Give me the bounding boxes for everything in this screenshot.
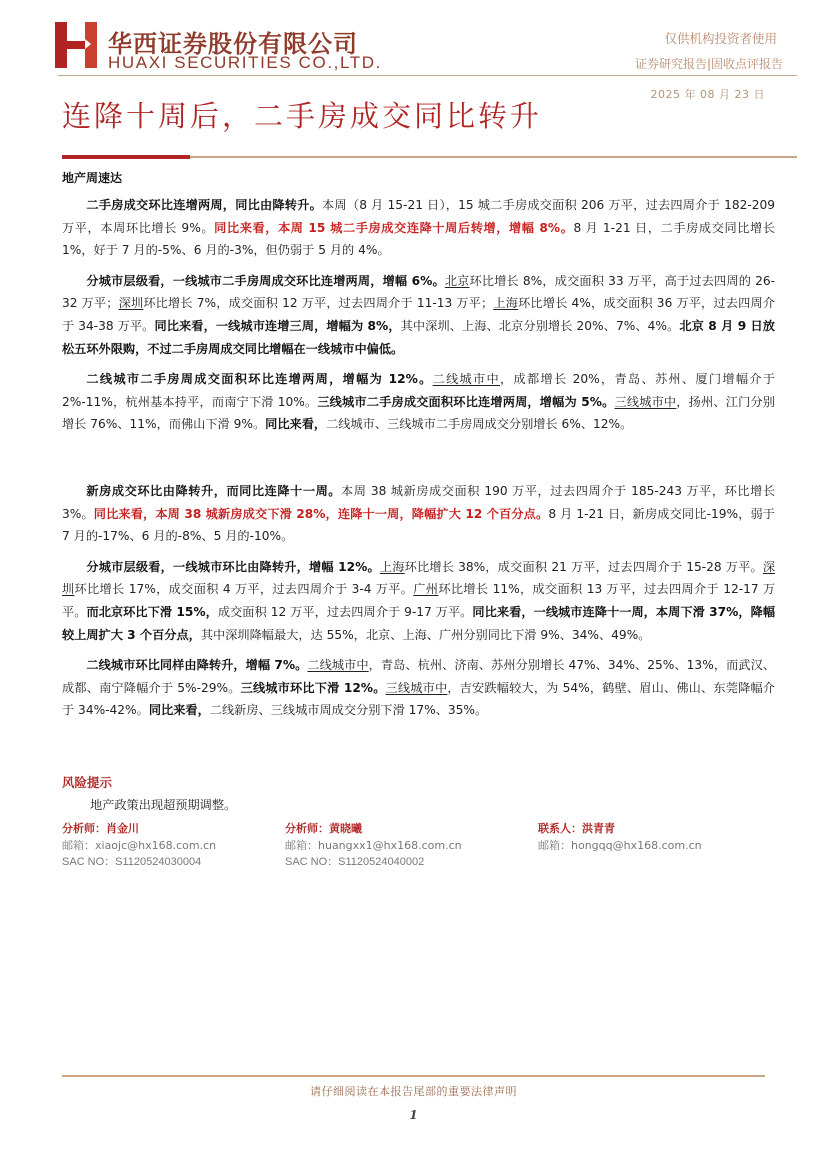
page-number: 1 — [409, 1108, 418, 1122]
text-run: ，扬州、江门分别增长 76%、11%，而佛山下滑 9%。 — [62, 394, 775, 432]
bold-run: 同比来看，一线城市连降十一周，本周下滑 37%，降幅较上周扩大 3 个百分点， — [62, 604, 776, 642]
paragraph — [62, 368, 775, 436]
city-tier-link: 二线城市中 — [432, 372, 501, 387]
bold-run: 二线城市环比同样由降转升，增幅 7%。 — [86, 658, 308, 673]
city-tier-link: 上海 — [379, 559, 405, 574]
city-tier-link: 三线城市中 — [614, 394, 677, 409]
huaxi-logo-icon — [55, 22, 97, 68]
text-run: 成交面积 12 万平，过去四周介于 9-17 万平。 — [217, 604, 473, 619]
text-run: 二线城市、三线城市二手房周成交分别增长 6%、12%。 — [326, 417, 633, 432]
bold-run: 同比来看， — [148, 703, 210, 718]
text-run: 本周 38 城新房成交面积 190 万平，过去四周介于 185-243 万平，环比增长 3%。 — [62, 483, 776, 521]
restriction-note: 仅供机构投资者使用 — [664, 31, 777, 46]
analyst-block — [62, 820, 216, 871]
paragraph — [62, 270, 775, 360]
company-name-en: HUAXI SECURITIES CO.,LTD. — [108, 53, 382, 72]
analyst-block — [285, 820, 462, 871]
bold-run: 分城市层级看，一线城市环比由降转升，增幅 12%。 — [86, 559, 380, 574]
bold-run: 新房成交环比由降转升，而同比连降十一周。 — [86, 483, 342, 498]
text-run: 其中深圳、上海、北京分别增长 20%、7%、4%。 — [400, 318, 680, 333]
report-type: 证券研究报告|固收点评报告 — [634, 57, 783, 71]
analyst-name: 分析师：肖金川 — [62, 822, 139, 835]
paragraph — [62, 194, 775, 262]
text-run: 二线新房、三线城市周成交分别下滑 17%、35%。 — [209, 703, 488, 718]
city-tier-link: 广州 — [413, 582, 439, 597]
bold-run: 而北京环比下滑 15%， — [86, 604, 218, 619]
text-run: ，吉安跌幅较大，为 54%，鹤壁、眉山、佛山、东莞降幅介于 34%-42%。 — [62, 680, 775, 718]
risk-heading: 风险提示 — [62, 775, 113, 790]
city-tier-link: 深圳 — [62, 559, 776, 597]
highlight-run: 同比来看，本周 15 城二手房成交连降十周后转增，增幅 8%。 — [214, 220, 574, 235]
city-tier-link: 二线城市中 — [307, 658, 369, 673]
text-run: 8 月 1-21 日，二手房成交同比增长 1%，好于 7 月的-5%、6 月的-3%，但仍弱于 5 月的 4%。 — [62, 220, 775, 258]
bold-run: 同比来看， — [265, 417, 327, 432]
paragraph — [62, 480, 775, 548]
city-tier-link: 北京 — [444, 273, 470, 288]
city-tier-link: 上海 — [493, 296, 519, 311]
contact-email[interactable]: 邮箱：hongqq@hx168.com.cn — [538, 839, 702, 852]
city-tier-link: 三线城市中 — [385, 680, 448, 695]
header-divider — [58, 75, 797, 76]
paragraph — [62, 556, 775, 646]
report-title: 连降十周后，二手房成交同比转升 — [62, 99, 543, 133]
text-run: ，青岛、杭州、济南、苏州分别增长 47%、34%、25%、13%，而武汉、成都、南宁降幅介于 5%-29%。 — [62, 658, 776, 695]
company-name-cn: 华西证券股份有限公司 — [108, 29, 358, 58]
bold-run: 二线城市二手房周成交面积环比连增两周，增幅为 12%。 — [86, 372, 433, 387]
analyst-sac: SAC NO：S1120524040002 — [285, 856, 425, 868]
text-run: 8 月 1-21 日，新房成交同比-19%，弱于 7 月的-17%、6 月的-8%、5 月的-10%。 — [62, 506, 775, 544]
bold-run: 三线城市环比下滑 12%。 — [240, 680, 386, 695]
title-divider — [190, 156, 797, 158]
bold-run: 北京 8 月 9 日放松五环外限购，不过二手房周成交同比增幅在一线城市中偏低。 — [62, 318, 775, 356]
text-run: 环比增长 8%，成交面积 33 万平，高于过去四周的 26-32 万平； — [62, 273, 775, 311]
title-accent-bar — [62, 155, 190, 159]
risk-text: 地产政策出现超预期调整。 — [90, 798, 237, 812]
footer-divider — [62, 1075, 765, 1077]
bold-run: 二手房成交环比连增两周，同比由降转升。 — [86, 198, 323, 212]
analyst-email[interactable]: 邮箱：xiaojc@hx168.com.cn — [62, 839, 217, 852]
bold-run: 三线城市二手房成交面积环比连增两周，增幅为 5%。 — [317, 394, 615, 409]
text-run: 环比增长 4%，成交面积 36 万平，过去四周介于 34-38 万平。 — [62, 296, 776, 333]
contact-name: 联系人：洪青青 — [538, 822, 615, 835]
section-heading: 地产周速达 — [62, 171, 123, 185]
paragraph — [62, 654, 775, 722]
analyst-sac: SAC NO：S1120524030004 — [62, 856, 202, 868]
city-tier-link: 深圳 — [118, 296, 144, 311]
highlight-run: 同比来看，本周 38 城新房成交下滑 28%，连降十一周，降幅扩大 12 个百分点。 — [93, 506, 549, 521]
text-run: 环比增长 11%，成交面积 13 万平，过去四周介于 12-17 万平。 — [62, 582, 776, 619]
text-run: ，成都增长 20%，青岛、苏州、厦门增幅介于 2%-11%，杭州基本持平，而南宁下滑 10%。 — [62, 372, 776, 409]
legal-notice: 请仔细阅读在本报告尾部的重要法律声明 — [310, 1085, 517, 1098]
report-body — [62, 194, 775, 730]
text-run: 环比增长 38%，成交面积 21 万平，过去四周介于 15-28 万平。 — [404, 559, 763, 574]
analyst-email[interactable]: 邮箱：huangxx1@hx168.com.cn — [285, 839, 462, 852]
analyst-name: 分析师：黄晓曦 — [285, 822, 362, 835]
bold-run: 同比来看，一线城市连增三周，增幅为 8%， — [154, 318, 401, 333]
text-run: 环比增长 17%，成交面积 4 万平，过去四周介于 3-4 万平。 — [74, 582, 414, 597]
text-run: 环比增长 7%，成交面积 12 万平，过去四周介于 11-13 万平； — [143, 296, 494, 311]
text-run: 本周（8 月 15-21 日），15 城二手房成交面积 206 万平，过去四周介于 182-209 万平，本周环比增长 9%。 — [62, 198, 776, 235]
contact-block — [538, 820, 702, 854]
paragraph-gap — [62, 444, 775, 480]
text-run: 其中深圳降幅最大，达 55%，北京、上海、广州分别同比下滑 9%、34%、49%。 — [200, 627, 651, 642]
bold-run: 分城市层级看，一线城市二手房周成交环比连增两周，增幅 6%。 — [86, 273, 445, 288]
report-date: 2025 年 08 月 23 日 — [650, 88, 765, 101]
